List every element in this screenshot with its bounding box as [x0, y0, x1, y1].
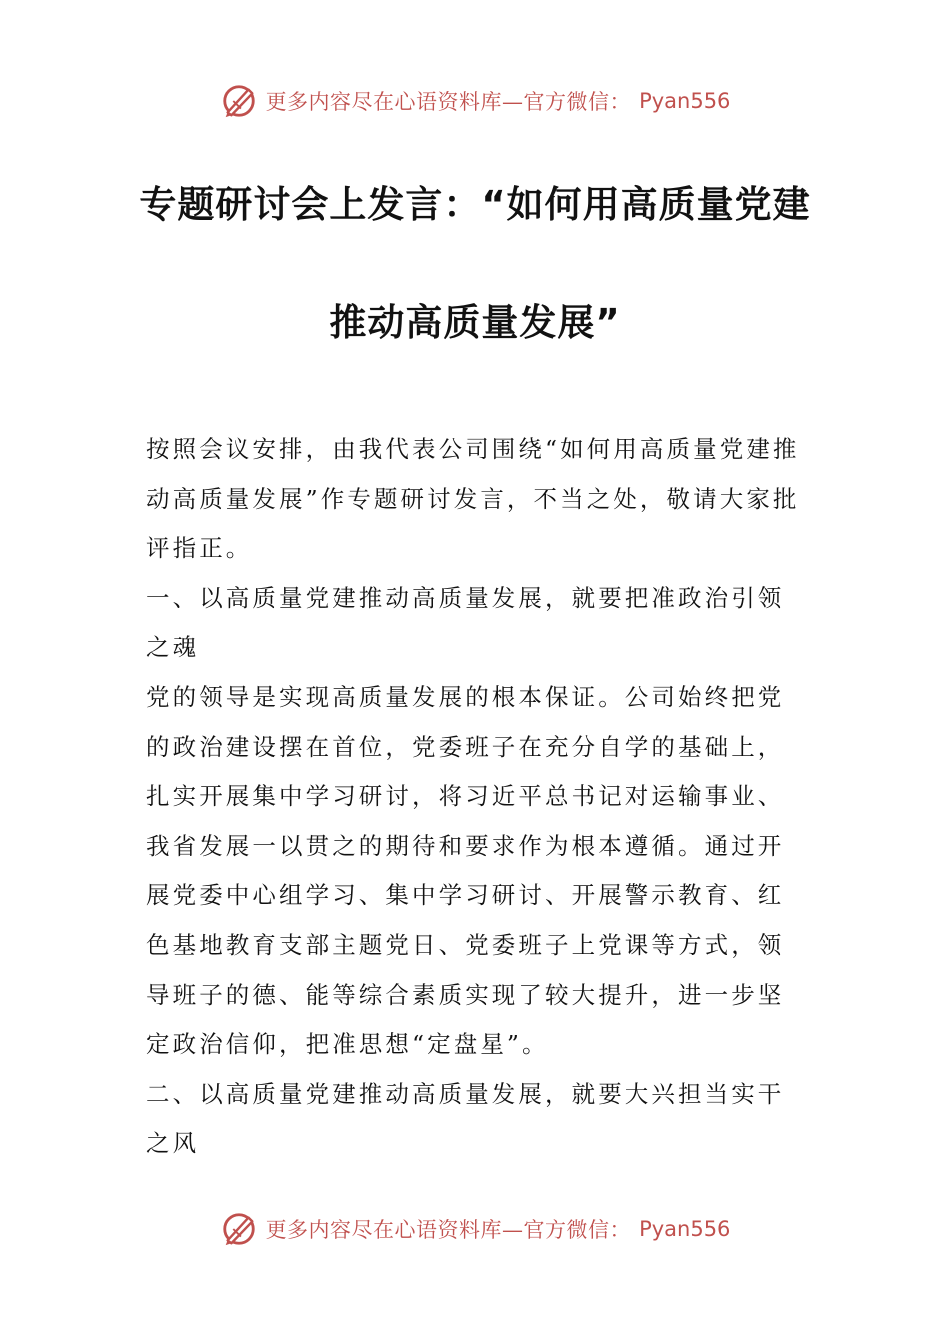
- header-watermark: [0, 76, 950, 126]
- watermark-wechat-id: Pyan556: [639, 89, 731, 113]
- watermark-wechat-id: Pyan556: [639, 1217, 731, 1241]
- section-1-paragraph: 党的领导是实现高质量发展的根本保证。公司始终把党的政治建设摆在首位，党委班子在充分自学的基础上，扎实开展集中学习研讨，将习近平总书记对运输事业、我省发展一以贯之的期待和要求作为根本遵循。通过开展党委中心组学习、集中学习研讨、开展警示教育、红色基地教育支部主题党日、党委班子上党课等方式，领导班子的德、能等综合素质实现了较大提升，进一步坚定政治信仰，把准思想“定盘星”。: [146, 682, 785, 1059]
- section-heading-2: 二、以高质量党建推动高质量发展，就要大兴担当实干之风: [146, 1079, 785, 1158]
- section-heading-1: 一、以高质量党建推动高质量发展，就要把准政治引领之魂: [146, 583, 785, 662]
- intro-paragraph: 按照会议安排，由我代表公司围绕“如何用高质量党建推动高质量发展”作专题研讨发言，不当之处，敬请大家批评指正。: [146, 435, 800, 563]
- document-title-line-2: 推动高质量发展”: [329, 301, 621, 344]
- footer-watermark: [0, 1204, 950, 1254]
- pen-logo-icon: [220, 1210, 258, 1248]
- pen-logo-icon: [220, 82, 258, 120]
- watermark-text: 更多内容尽在心语资料库—官方微信：: [265, 90, 632, 114]
- document-title-line-1: 专题研讨会上发言：“如何用高质量党建: [139, 183, 811, 226]
- watermark-text: 更多内容尽在心语资料库—官方微信：: [265, 1218, 632, 1242]
- document-body: [146, 425, 810, 1169]
